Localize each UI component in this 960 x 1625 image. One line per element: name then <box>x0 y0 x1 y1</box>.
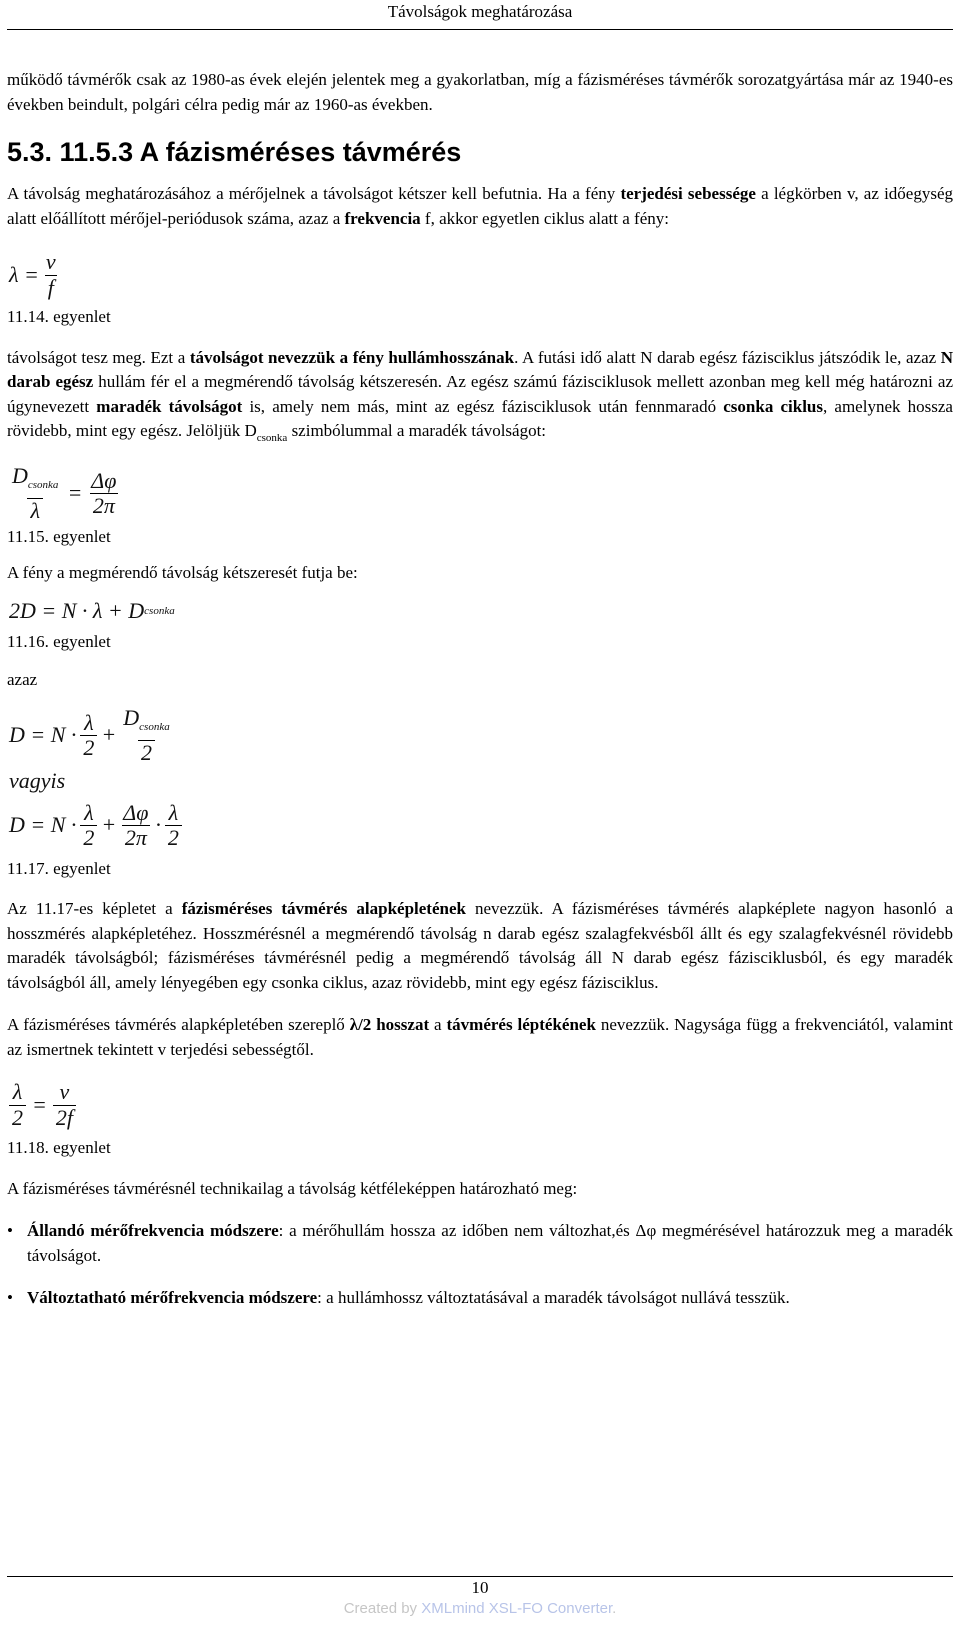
denominator: 2π <box>90 493 118 519</box>
footer-rule <box>7 1576 953 1577</box>
list-item <box>7 1219 953 1268</box>
denominator: 2f <box>53 1105 76 1131</box>
plus-sign: + <box>101 722 117 748</box>
paragraph-4: azaz <box>7 670 38 689</box>
credit-suffix: . <box>612 1600 617 1617</box>
formula-connective: vagyis <box>9 767 66 793</box>
bullet-icon: • <box>7 1288 13 1307</box>
paragraph-7: A fázisméréses távmérésnél technikailag a távolság kétféleképpen határozható meg: <box>7 1178 578 1198</box>
numerator: Δφ <box>91 467 117 493</box>
text-run: : a hullámhossz változtatásával a maradék távolságot nullává tesszük. <box>317 1288 790 1307</box>
bold-term: λ/2 hosszat <box>349 1015 430 1034</box>
subscript: csonka <box>256 432 288 444</box>
text-run: A távolság meghatározásához a mérőjelnek a távolságot kétszer kell befutnia. Ha a fény <box>7 184 621 203</box>
fraction <box>165 801 182 851</box>
eq-lhs: D = N · <box>9 812 77 838</box>
numerator <box>120 706 172 740</box>
text-run: f, akkor egyetlen ciklus alatt a fény: <box>420 208 669 228</box>
page-number: 10 <box>471 1578 489 1597</box>
fraction <box>120 801 151 851</box>
paragraph-5 <box>7 897 953 995</box>
denominator: 2 <box>80 825 97 851</box>
equation-11-15 <box>7 463 953 550</box>
text-run: : a mérőhullám hossza az időben nem változhat,és Δφ megmérésével határozzuk meg a maradék távolságot. <box>27 1221 953 1265</box>
text-run: , amelynek hossza rövidebb, mint egy egész. Jelöljük D <box>7 396 953 440</box>
eq-lhs: λ = <box>9 261 39 287</box>
denominator: 2 <box>138 740 155 766</box>
bold-term: N darab egész <box>7 347 953 391</box>
paragraph-1 <box>7 182 953 231</box>
header-rule <box>7 29 953 30</box>
subscript: csonka <box>139 721 170 733</box>
numerator: λ <box>12 1079 23 1104</box>
bullet-icon: • <box>7 1221 13 1240</box>
bold-term: terjedési sebessége <box>620 184 756 203</box>
text-run: is, amely nem más, mint az egész fázisciklusok után fennmaradó <box>242 396 724 416</box>
dot-operator: · <box>155 812 161 838</box>
fraction <box>88 469 119 519</box>
equation-11-14 <box>7 245 953 330</box>
equation-caption: 11.18. egyenlet <box>7 1138 111 1157</box>
text-run: Az 11.17-es képletet a <box>7 899 182 918</box>
subscript: csonka <box>27 479 59 491</box>
numerator: v <box>45 249 56 274</box>
bold-term: távolságot nevezzük a fény hullámhosszának <box>189 347 515 367</box>
numerator: λ <box>84 799 94 825</box>
eq-expression: 2D = N · λ + D <box>9 598 145 624</box>
bold-term: távmérés léptékének <box>446 1015 596 1034</box>
page-content <box>7 68 953 1311</box>
numerator: λ <box>168 799 179 825</box>
denominator: 2π <box>122 825 150 851</box>
text-run: hullám fér el a megmérendő távolság kétszeresén. Az egész számú fázisciklusok mellett azonban meg kell még határozni az úgynevezett <box>7 372 953 416</box>
text-run: távolságot tesz meg. Ezt a <box>7 347 190 367</box>
equation-11-18 <box>7 1074 953 1161</box>
equation-caption: 11.17. egyenlet <box>7 858 111 878</box>
fraction <box>9 464 61 523</box>
intro-paragraph: működő távmérők csak az 1980-as évek elején jelentek meg a gyakorlatban, míg a fázisméréses távmérők sorozatgyártása már az 1940-es években beindult, polgári célra pedig már az 1960-as években. <box>7 70 953 114</box>
fraction <box>9 1080 26 1130</box>
text-run: szimbólummal a maradék távolságot: <box>287 421 547 440</box>
denominator: 2 <box>80 735 97 761</box>
plus-sign: + <box>101 812 117 838</box>
fraction <box>53 1080 76 1130</box>
text-run: a légkörben v, az időegység alatt előállított mérőjel-periódusok száma, azaz a <box>7 184 954 228</box>
equation-11-16 <box>7 594 953 655</box>
text-run: a <box>429 1015 447 1034</box>
paragraph-3: A fény a megmérendő távolság kétszeresét futja be: <box>7 563 358 582</box>
fraction <box>120 706 172 765</box>
section-title: 5.3. 11.5.3 A fázisméréses távmérés <box>7 137 462 167</box>
eq-lhs: D = N · <box>9 722 77 748</box>
equals-sign: = <box>32 1091 47 1117</box>
fraction <box>80 711 97 761</box>
bold-term: csonka ciklus <box>723 396 823 416</box>
paragraph-2 <box>7 346 953 451</box>
symbol: D <box>123 705 140 730</box>
equation-caption: 11.16. egyenlet <box>7 631 111 651</box>
bold-term: maradék távolságot <box>96 396 243 416</box>
denominator: 2 <box>9 1105 26 1131</box>
text-run: nevezzük. A fázisméréses távmérés alapképlete nagyon hasonló a hosszmérés alapképletéhez. Hosszmérésnél a megmérendő távolság n darab egész szalagfekvésből állt és egy szalagfekvésnél rövidebb maradék távolságból; fázisméréses távmérésnél pedig a megmérendő távolság áll N darab egész fázisciklusból, és egy maradék távolságból áll, amely lényegében egy csonka ciklus, azaz rövidebb, mint egy egész fázisciklus. <box>7 899 954 992</box>
equation-caption: 11.14. egyenlet <box>7 307 111 326</box>
credit-prefix: Created by <box>343 1600 422 1617</box>
numerator: λ <box>84 709 94 735</box>
denominator: f <box>45 275 57 301</box>
converter-credit <box>0 1600 960 1617</box>
credit-brand-link[interactable]: XMLmind XSL-FO Converter <box>421 1600 613 1617</box>
numerator: Δφ <box>123 799 149 825</box>
numerator: v <box>59 1079 70 1104</box>
list-item <box>7 1286 953 1311</box>
text-run: A fázisméréses távmérés alapképletében szereplő <box>7 1015 350 1034</box>
denominator: λ <box>27 498 43 524</box>
text-run: . A futási idő alatt N darab egész fázisciklus játszódik le, azaz <box>514 347 941 367</box>
paragraph-6 <box>7 1013 953 1062</box>
numerator <box>9 464 61 498</box>
text-run: nevezzük. Nagysága függ a frekvenciától, valamint az ismertnek tekintett v terjedési sebességtől. <box>7 1015 954 1059</box>
equation-caption: 11.15. egyenlet <box>7 526 111 546</box>
subscript: csonka <box>144 605 175 618</box>
fraction <box>43 250 59 300</box>
bold-term: Állandó mérőfrekvencia módszere <box>27 1221 279 1240</box>
running-header: Távolságok meghatározása <box>387 2 573 21</box>
bold-term: Változtatható mérőfrekvencia módszere <box>27 1288 318 1307</box>
bold-term: fázisméréses távmérés alapképletének <box>181 899 466 918</box>
equation-11-17 <box>7 705 953 882</box>
denominator: 2 <box>165 825 182 851</box>
symbol: D <box>12 463 28 488</box>
method-list <box>7 1219 953 1311</box>
equals-sign: = <box>67 480 83 506</box>
bold-term: frekvencia <box>344 208 421 228</box>
fraction <box>80 801 97 851</box>
